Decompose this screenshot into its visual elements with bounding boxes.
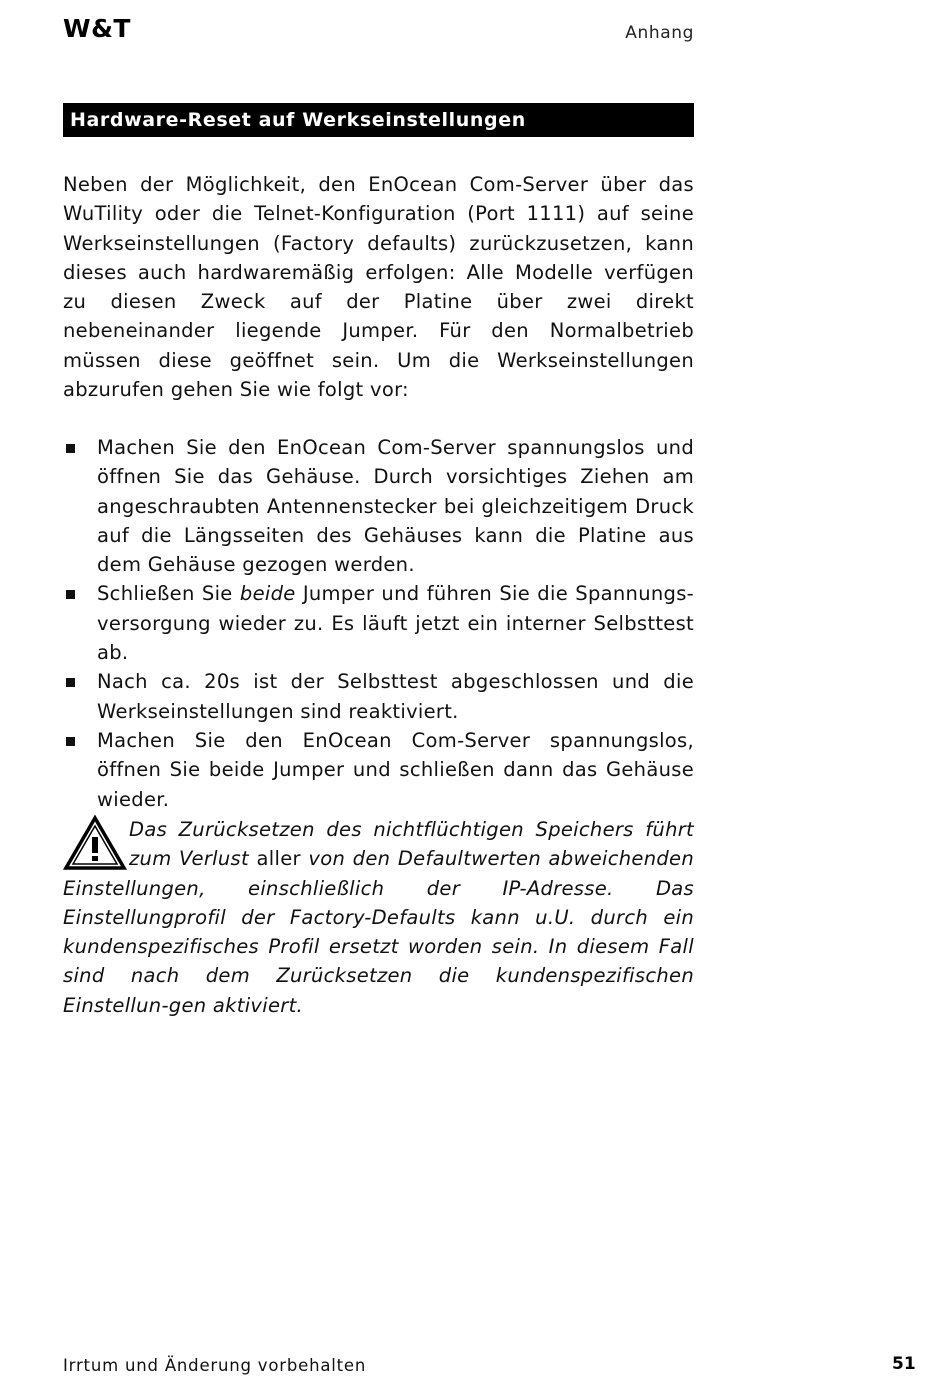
- intro-paragraph: Neben der Möglichkeit, den EnOcean Com-Server über das WuTility oder die Telnet-Konfiguration (Port 1111) auf seine Werkseinstellungen (Factory defaults) zurückzusetzen, kann dieses auch hardwaremäßig erfolgen: Alle Modelle verfügen zu diesen Zweck auf der Platine über zwei direkt nebeneinander liegende Jumper. Für den Normalbetrieb müssen diese geöffnet sein. Um die Werkseinstellungen abzurufen gehen Sie wie folgt vor:: [63, 173, 694, 402]
- list-item: [63, 579, 694, 667]
- section-title: Anhang: [625, 23, 694, 43]
- step-emphasis: beide: [239, 582, 296, 606]
- step-text: Machen Sie den EnOcean Com-Server spannungslos und öffnen Sie das Gehäuse. Durch vorsichtiges Ziehen am angeschraubten Antennenstecker bei gleichzeitigem Druck auf die Längsseiten des Gehäuses kann die Platine aus dem Gehäuse gezogen werden.: [97, 436, 694, 577]
- section-heading: Hardware-Reset auf Werkseinstellungen: [63, 103, 694, 137]
- list-item: [63, 433, 694, 579]
- list-item: [63, 726, 694, 814]
- step-text-before: Schließen Sie: [97, 582, 240, 606]
- warning-text-2: aller: [248, 847, 309, 871]
- square-bullet-icon: [66, 590, 75, 599]
- square-bullet-icon: [66, 737, 75, 746]
- square-bullet-icon: [66, 678, 75, 687]
- step-text: Machen Sie den EnOcean Com-Server spannungslos, öffnen Sie beide Jumper und schließen dann das Gehäuse wieder.: [97, 728, 694, 811]
- square-bullet-icon: [66, 444, 75, 453]
- warning-text-1: Das Zurücksetzen des nichtflüchtigen Speichers führt zum Verlust: [129, 818, 694, 871]
- footer-note: Irrtum und Änderung vorbehalten: [63, 1356, 367, 1375]
- warning-text-3: von den Defaultwerten abweichenden Einstellungen, einschließlich der IP-Adresse. Das Einstellungprofil der Factory-Defaults kann u.U. durch ein kundenspezifisches Profil ersetzt worden sein. In diesem Fall sind nach dem Zurücksetzen die kundenspezifischen Einstellun-gen aktiviert.: [63, 847, 694, 1017]
- list-item: [63, 667, 694, 726]
- step-text-after: Jumper und führen Sie die Spannungs-versorgung wieder zu. Es läuft jetzt ein interner Selbsttest ab.: [97, 582, 694, 665]
- instruction-list: [63, 433, 694, 814]
- warning-triangle-icon: [63, 815, 127, 871]
- step-text: Nach ca. 20s ist der Selbsttest abgeschlossen und die Werkseinstellungen sind reaktiviert.: [97, 670, 694, 723]
- page-number: 51: [892, 1354, 916, 1374]
- brand-logo: W&T: [63, 14, 131, 43]
- warning-note: [63, 815, 694, 1020]
